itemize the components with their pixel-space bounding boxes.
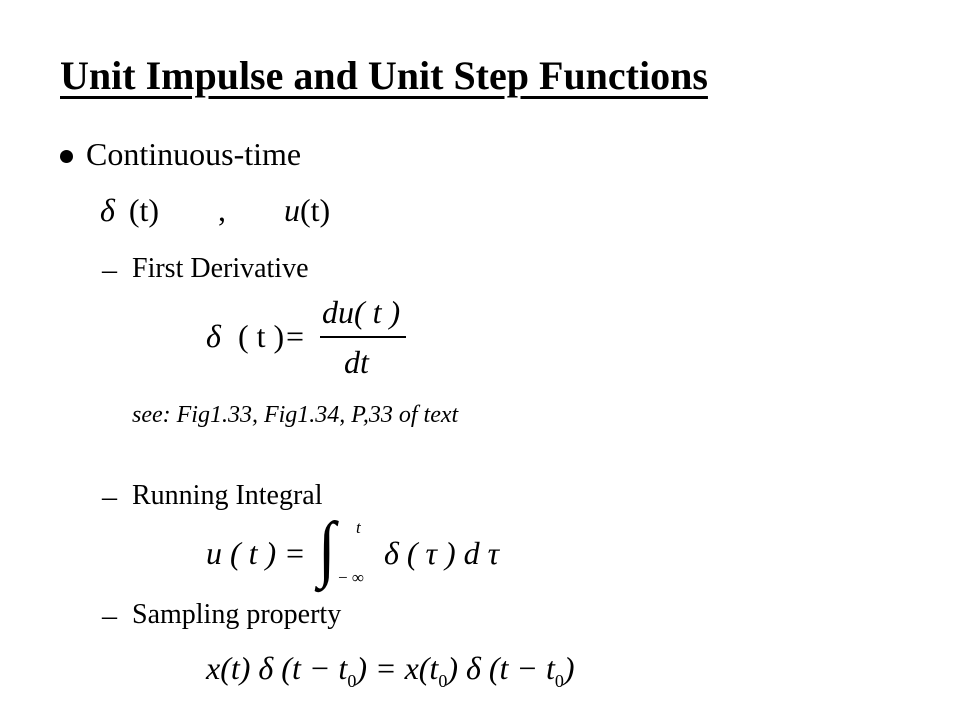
heading-sampling-property: Sampling property xyxy=(132,599,342,630)
u-arg: (t) xyxy=(300,192,331,228)
dash-first-derivative: – xyxy=(102,253,117,286)
integrand: δ ( τ ) d τ xyxy=(384,535,500,571)
u-symbol: u xyxy=(284,192,300,228)
deriv-lhs-arg: ( t ) xyxy=(238,318,285,354)
bullet-dot-icon xyxy=(60,150,73,163)
integral-sign-icon: ∫ xyxy=(318,507,336,589)
reference-note: see: Fig1.33, Fig1.34, P,33 of text xyxy=(132,402,459,428)
integral-lower-limit: − ∞ xyxy=(338,568,364,587)
dash-running-integral: – xyxy=(102,480,117,513)
deriv-denominator: dt xyxy=(344,344,369,380)
signal-comma: , xyxy=(218,192,226,228)
sampling-subscript-1: 0 xyxy=(347,671,357,691)
sampling-equation xyxy=(206,650,575,691)
integral-upper-limit: t xyxy=(356,518,361,537)
sampling-subscript-2: 0 xyxy=(438,671,448,691)
sampling-subscript-3: 0 xyxy=(554,671,564,691)
dash-sampling-property: – xyxy=(102,599,117,632)
sampling-part-2: ) = x(t xyxy=(356,650,439,686)
heading-running-integral: Running Integral xyxy=(132,480,323,511)
signal-unit-step xyxy=(284,192,330,229)
sampling-part-4: ) xyxy=(563,650,575,686)
sampling-part-1: x(t) δ (t − t xyxy=(206,650,348,686)
fraction-bar xyxy=(320,336,406,338)
deriv-equals: = xyxy=(286,318,305,354)
heading-first-derivative: First Derivative xyxy=(132,253,309,284)
bullet-continuous-time: Continuous-time xyxy=(86,136,302,172)
delta-symbol: δ xyxy=(100,192,115,228)
signal-delta xyxy=(100,192,159,229)
sampling-part-3: ) δ (t − t xyxy=(447,650,555,686)
page-title: Unit Impulse and Unit Step Functions xyxy=(60,53,708,98)
deriv-numerator: du( t ) xyxy=(322,294,401,330)
deriv-lhs-delta: δ xyxy=(206,318,221,354)
integral-equals: = xyxy=(286,535,305,571)
delta-arg: (t) xyxy=(128,192,160,228)
integral-lhs: u ( t ) xyxy=(206,535,277,571)
